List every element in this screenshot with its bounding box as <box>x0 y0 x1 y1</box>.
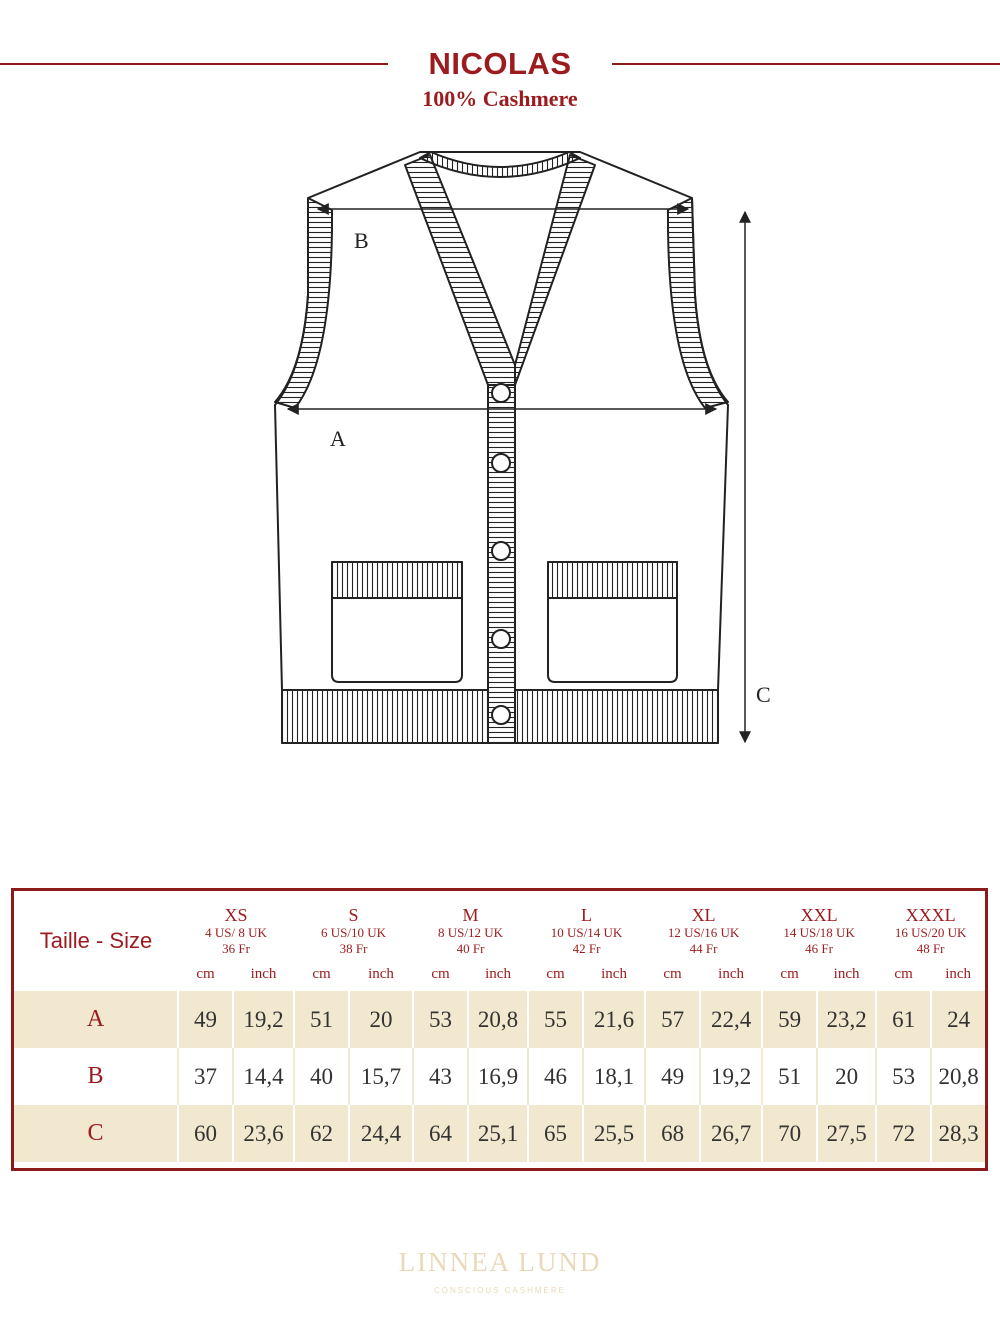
value-cell: 51 <box>294 991 349 1048</box>
value-cell: 28,3 <box>931 1105 985 1162</box>
product-title: NICOLAS <box>428 46 572 81</box>
value-cell: 22,4 <box>700 991 762 1048</box>
unit-inch: inch <box>945 965 972 982</box>
measure-label-c: C <box>756 682 771 707</box>
row-label-c: C <box>14 1105 178 1162</box>
value-cell: 65 <box>528 1105 583 1162</box>
button-2 <box>492 454 510 472</box>
unit-cm: cm <box>780 965 799 982</box>
table-row-c <box>14 1105 985 1162</box>
button-5 <box>492 706 510 724</box>
size-header-s: S 6 US/10 UK 38 Fr <box>321 905 387 956</box>
button-3 <box>492 542 510 560</box>
value-cell: 23,6 <box>233 1105 294 1162</box>
value-cell: 16,9 <box>468 1048 528 1105</box>
value-cell: 68 <box>645 1105 700 1162</box>
footer-tagline: CONSCIOUS CASHMERE <box>433 1286 566 1295</box>
size-header-xxxl: XXXL 16 US/20 UK 48 Fr <box>894 905 967 956</box>
value-cell: 19,2 <box>700 1048 762 1105</box>
unit-inch: inch <box>833 965 860 982</box>
size-header-m: M 8 US/12 UK 40 Fr <box>438 905 504 956</box>
table-row-b <box>14 1048 985 1105</box>
size-header-xl: XL 12 US/16 UK 44 Fr <box>667 905 740 956</box>
row-label-a: A <box>14 991 178 1048</box>
value-cell: 27,5 <box>817 1105 876 1162</box>
button-1 <box>492 384 510 402</box>
size-header-xs: XS 4 US/ 8 UK 36 Fr <box>205 905 267 956</box>
unit-inch: inch <box>718 965 744 982</box>
button-4 <box>492 630 510 648</box>
value-cell: 64 <box>413 1105 468 1162</box>
unit-cm: cm <box>431 965 450 982</box>
measure-label-a: A <box>330 426 346 451</box>
value-cell: 62 <box>294 1105 349 1162</box>
value-cell: 53 <box>413 991 468 1048</box>
value-cell: 61 <box>876 991 931 1048</box>
size-header-row <box>14 891 985 957</box>
value-cell: 43 <box>413 1048 468 1105</box>
value-cell: 60 <box>178 1105 233 1162</box>
value-cell: 20 <box>817 1048 876 1105</box>
value-cell: 24 <box>931 991 985 1048</box>
value-cell: 26,7 <box>700 1105 762 1162</box>
value-cell: 57 <box>645 991 700 1048</box>
button-placket <box>488 385 515 743</box>
hem-rib-left <box>282 690 488 743</box>
unit-cm: cm <box>663 965 682 982</box>
unit-cm: cm <box>546 965 565 982</box>
value-cell: 59 <box>762 991 817 1048</box>
measure-label-b: B <box>354 228 369 253</box>
right-pocket <box>548 562 677 682</box>
value-cell: 49 <box>178 991 233 1048</box>
size-header-xxl: XXL 14 US/18 UK 46 Fr <box>783 905 855 956</box>
value-cell: 20 <box>349 991 413 1048</box>
hem-rib-right <box>515 690 718 743</box>
value-cell: 72 <box>876 1105 931 1162</box>
value-cell: 46 <box>528 1048 583 1105</box>
row-label-b: B <box>87 1063 104 1089</box>
value-cell: 53 <box>876 1048 931 1105</box>
product-material: 100% Cashmere <box>422 86 578 111</box>
left-pocket <box>332 562 462 682</box>
size-header-l: L 10 US/14 UK 42 Fr <box>550 905 623 956</box>
value-cell: 19,2 <box>233 991 294 1048</box>
unit-inch: inch <box>250 965 277 982</box>
table-row-a <box>14 991 985 1048</box>
unit-inch: inch <box>601 965 627 982</box>
value-cell: 20,8 <box>468 991 528 1048</box>
value-cell: 51 <box>762 1048 817 1105</box>
unit-cm: cm <box>196 965 215 982</box>
value-cell: 15,7 <box>349 1048 413 1105</box>
value-cell: 37 <box>178 1048 233 1105</box>
value-cell: 25,1 <box>468 1105 528 1162</box>
value-cell: 14,4 <box>233 1048 294 1105</box>
value-cell: 40 <box>294 1048 349 1105</box>
value-cell: 49 <box>645 1048 700 1105</box>
unit-cm: cm <box>894 965 913 982</box>
value-cell: 18,1 <box>583 1048 645 1105</box>
unit-inch: inch <box>485 965 511 982</box>
unit-cm: cm <box>312 965 331 982</box>
value-cell: 24,4 <box>349 1105 413 1162</box>
corner-label: Taille - Size <box>39 928 153 953</box>
footer-brand-logo: LINNEA LUND <box>398 1247 602 1277</box>
size-table <box>14 891 985 1162</box>
value-cell: 23,2 <box>817 991 876 1048</box>
value-cell: 20,8 <box>931 1048 985 1105</box>
value-cell: 55 <box>528 991 583 1048</box>
size-chart <box>11 888 988 1171</box>
value-cell: 21,6 <box>583 991 645 1048</box>
value-cell: 25,5 <box>583 1105 645 1162</box>
value-cell: 70 <box>762 1105 817 1162</box>
unit-inch: inch <box>368 965 394 982</box>
